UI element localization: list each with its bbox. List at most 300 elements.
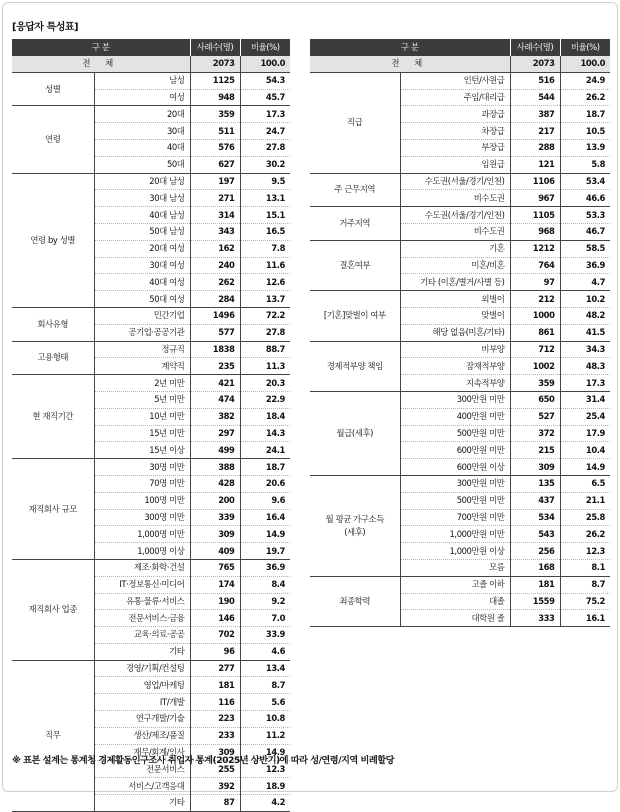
row-count: 339 <box>190 509 240 526</box>
header-category: 구 분 <box>310 39 510 56</box>
row-label: 기타 <box>94 795 190 812</box>
row-ratio: 33.9 <box>240 627 290 644</box>
row-ratio: 17.3 <box>240 106 290 123</box>
group-label-line: (세후) <box>344 526 366 537</box>
row-count: 314 <box>190 207 240 224</box>
row-label: 과장급 <box>400 106 510 123</box>
table-row <box>310 291 610 308</box>
row-ratio: 10.8 <box>240 711 290 728</box>
group-label-line: 고용형태 <box>37 352 69 363</box>
row-ratio: 18.4 <box>240 408 290 425</box>
row-ratio: 7.0 <box>240 610 290 627</box>
table-row <box>310 207 610 224</box>
row-label: 민간기업 <box>94 307 190 324</box>
row-label: 500만원 미만 <box>400 492 510 509</box>
group-label <box>12 375 94 459</box>
row-count: 543 <box>510 526 560 543</box>
row-count: 121 <box>510 156 560 173</box>
row-count: 544 <box>510 89 560 106</box>
total-count: 2073 <box>510 56 560 72</box>
row-count: 181 <box>510 576 560 593</box>
row-label: 500만원 미만 <box>400 425 510 442</box>
row-count: 87 <box>190 795 240 812</box>
row-count: 511 <box>190 123 240 140</box>
row-ratio: 22.9 <box>240 391 290 408</box>
row-count: 197 <box>190 173 240 190</box>
row-count: 271 <box>190 190 240 207</box>
row-ratio: 46.6 <box>560 190 610 207</box>
row-label: 제조·화학·건설 <box>94 559 190 576</box>
row-count: 387 <box>510 106 560 123</box>
row-count: 262 <box>190 274 240 291</box>
row-ratio: 25.8 <box>560 509 610 526</box>
row-ratio: 24.1 <box>240 442 290 459</box>
row-ratio: 8.1 <box>560 559 610 576</box>
row-ratio: 24.9 <box>560 72 610 89</box>
row-ratio: 53.3 <box>560 207 610 224</box>
row-label: 서비스/고객응대 <box>94 778 190 795</box>
row-count: 1212 <box>510 240 560 257</box>
table-row <box>310 391 610 408</box>
row-label: 해당 없음(미혼/기타) <box>400 324 510 341</box>
row-ratio: 53.4 <box>560 173 610 190</box>
row-label: 남성 <box>94 72 190 89</box>
row-ratio: 9.2 <box>240 593 290 610</box>
row-count: 309 <box>190 526 240 543</box>
total-label: 전 체 <box>12 56 190 72</box>
row-count: 948 <box>190 89 240 106</box>
row-label: 기타 (이혼/별거/사별 등) <box>400 274 510 291</box>
row-label: 600만원 이상 <box>400 459 510 476</box>
row-ratio: 12.6 <box>240 274 290 291</box>
respondent-table-right <box>310 39 610 627</box>
row-count: 217 <box>510 123 560 140</box>
table-row <box>12 72 290 89</box>
row-ratio: 13.1 <box>240 190 290 207</box>
row-count: 409 <box>190 543 240 560</box>
row-ratio: 26.2 <box>560 89 610 106</box>
group-label-line: 재직회사 규모 <box>28 503 77 514</box>
group-label-line: 거주지역 <box>339 217 371 228</box>
group-label <box>310 72 400 173</box>
row-label: 300만원 미만 <box>400 391 510 408</box>
group-label <box>310 576 400 626</box>
row-ratio: 27.8 <box>240 324 290 341</box>
header-ratio: 비율(%) <box>560 39 610 56</box>
row-label: 임원급 <box>400 156 510 173</box>
row-ratio: 48.3 <box>560 358 610 375</box>
row-count: 256 <box>510 543 560 560</box>
row-label: 70명 미만 <box>94 475 190 492</box>
row-label: 300명 미만 <box>94 509 190 526</box>
row-label: 부장급 <box>400 139 510 156</box>
table-row <box>12 307 290 324</box>
row-count: 200 <box>190 492 240 509</box>
group-label <box>12 459 94 560</box>
row-label: 수도권(서울/경기/인천) <box>400 173 510 190</box>
row-label: 1,000만원 미만 <box>400 526 510 543</box>
row-label: 10년 미만 <box>94 408 190 425</box>
row-ratio: 18.7 <box>560 106 610 123</box>
row-label: 대졸 <box>400 593 510 610</box>
row-ratio: 46.7 <box>560 223 610 240</box>
row-count: 277 <box>190 660 240 677</box>
row-label: 잠재적부양 <box>400 358 510 375</box>
row-label: 15년 미만 <box>94 425 190 442</box>
row-count: 168 <box>510 559 560 576</box>
row-ratio: 5.8 <box>560 156 610 173</box>
row-ratio: 18.9 <box>240 778 290 795</box>
row-label: IT/개발 <box>94 694 190 711</box>
row-count: 1106 <box>510 173 560 190</box>
row-count: 288 <box>510 139 560 156</box>
group-label-line: 회사유형 <box>37 318 69 329</box>
group-label <box>12 341 94 375</box>
row-count: 284 <box>190 291 240 308</box>
row-label: 2년 미만 <box>94 375 190 392</box>
row-ratio: 20.6 <box>240 475 290 492</box>
row-label: 영업/마케팅 <box>94 677 190 694</box>
table-row <box>12 341 290 358</box>
group-label-line: [기혼]맞벌이 여부 <box>323 310 386 321</box>
row-ratio: 72.2 <box>240 307 290 324</box>
table-row <box>12 106 290 123</box>
row-count: 499 <box>190 442 240 459</box>
row-ratio: 20.3 <box>240 375 290 392</box>
row-count: 297 <box>190 425 240 442</box>
row-ratio: 10.4 <box>560 442 610 459</box>
row-count: 576 <box>190 139 240 156</box>
row-count: 309 <box>510 459 560 476</box>
row-label: 수도권(서울/경기/인천) <box>400 207 510 224</box>
group-label-line: 현 재직기간 <box>32 411 74 422</box>
row-count: 1105 <box>510 207 560 224</box>
row-label: 비부양 <box>400 341 510 358</box>
row-count: 135 <box>510 475 560 492</box>
row-ratio: 6.5 <box>560 475 610 492</box>
row-ratio: 10.2 <box>560 291 610 308</box>
row-ratio: 36.9 <box>560 257 610 274</box>
row-count: 181 <box>190 677 240 694</box>
table-row <box>310 576 610 593</box>
row-ratio: 16.4 <box>240 509 290 526</box>
row-label: 지속적부양 <box>400 375 510 392</box>
respondent-table-left <box>12 39 290 812</box>
row-label: 생산/제조/품질 <box>94 727 190 744</box>
row-ratio: 8.7 <box>240 677 290 694</box>
table-row <box>310 173 610 190</box>
row-count: 233 <box>190 727 240 744</box>
row-ratio: 12.3 <box>240 761 290 778</box>
row-ratio: 48.2 <box>560 307 610 324</box>
table-row <box>12 375 290 392</box>
group-label <box>310 341 400 391</box>
group-label-line: 월 평균 가구소득 <box>325 513 384 524</box>
row-label: 기혼 <box>400 240 510 257</box>
row-label: 1,000명 미만 <box>94 526 190 543</box>
table-row <box>12 559 290 576</box>
row-label: 차장급 <box>400 123 510 140</box>
group-label <box>12 173 94 307</box>
table-row <box>310 72 610 89</box>
header-category: 구 분 <box>12 39 190 56</box>
row-count: 968 <box>510 223 560 240</box>
row-label: 경영/기획/컨설팅 <box>94 660 190 677</box>
header-ratio: 비율(%) <box>240 39 290 56</box>
row-label: 유통·물류·서비스 <box>94 593 190 610</box>
row-count: 421 <box>190 375 240 392</box>
row-ratio: 21.1 <box>560 492 610 509</box>
row-label: 300만원 미만 <box>400 475 510 492</box>
row-label: 비수도권 <box>400 223 510 240</box>
row-count: 174 <box>190 576 240 593</box>
row-label: 외벌이 <box>400 291 510 308</box>
row-ratio: 12.3 <box>560 543 610 560</box>
row-ratio: 11.6 <box>240 257 290 274</box>
header-count: 사례수(명) <box>190 39 240 56</box>
row-ratio: 15.1 <box>240 207 290 224</box>
total-ratio: 100.0 <box>560 56 610 72</box>
group-label-line: 직무 <box>45 730 61 741</box>
row-ratio: 14.3 <box>240 425 290 442</box>
row-ratio: 10.5 <box>560 123 610 140</box>
row-ratio: 36.9 <box>240 559 290 576</box>
row-ratio: 9.5 <box>240 173 290 190</box>
group-label <box>12 307 94 341</box>
row-label: 교육·의료·공공 <box>94 627 190 644</box>
row-ratio: 17.9 <box>560 425 610 442</box>
row-label: 고졸 이하 <box>400 576 510 593</box>
row-count: 1838 <box>190 341 240 358</box>
row-label: 기타 <box>94 643 190 660</box>
row-label: 50대 남성 <box>94 223 190 240</box>
group-label-line: 주 근무지역 <box>334 184 376 195</box>
row-ratio: 5.6 <box>240 694 290 711</box>
row-label: 공기업·공공기관 <box>94 324 190 341</box>
row-count: 309 <box>190 744 240 761</box>
row-ratio: 9.6 <box>240 492 290 509</box>
row-label: 맞벌이 <box>400 307 510 324</box>
group-label-line: 월급(세후) <box>336 427 373 438</box>
row-label: 모름 <box>400 559 510 576</box>
table-row <box>310 475 610 492</box>
row-label: 비수도권 <box>400 190 510 207</box>
row-label: 연구개발/기술 <box>94 711 190 728</box>
row-count: 215 <box>510 442 560 459</box>
row-ratio: 54.3 <box>240 72 290 89</box>
header-count: 사례수(명) <box>510 39 560 56</box>
row-label: 20대 <box>94 106 190 123</box>
row-label: 전문서비스 <box>94 761 190 778</box>
group-label-line: 재직회사 업종 <box>28 604 77 615</box>
row-count: 343 <box>190 223 240 240</box>
row-label: 400만원 미만 <box>400 408 510 425</box>
row-label: 1,000만원 이상 <box>400 543 510 560</box>
row-count: 97 <box>510 274 560 291</box>
group-label <box>310 207 400 241</box>
total-count: 2073 <box>190 56 240 72</box>
row-count: 1002 <box>510 358 560 375</box>
row-ratio: 88.7 <box>240 341 290 358</box>
row-count: 474 <box>190 391 240 408</box>
row-label: 50대 <box>94 156 190 173</box>
row-ratio: 24.7 <box>240 123 290 140</box>
table-row <box>310 240 610 257</box>
table-row <box>310 341 610 358</box>
group-label <box>310 291 400 341</box>
group-label <box>310 240 400 290</box>
group-label-line: 성별 <box>45 83 61 94</box>
row-ratio: 19.7 <box>240 543 290 560</box>
row-ratio: 4.6 <box>240 643 290 660</box>
row-count: 359 <box>510 375 560 392</box>
row-count: 650 <box>510 391 560 408</box>
row-label: 5년 미만 <box>94 391 190 408</box>
total-row <box>310 56 610 72</box>
header-row <box>310 39 610 56</box>
row-count: 516 <box>510 72 560 89</box>
row-count: 359 <box>190 106 240 123</box>
row-ratio: 18.7 <box>240 459 290 476</box>
row-ratio: 13.9 <box>560 139 610 156</box>
row-count: 428 <box>190 475 240 492</box>
row-ratio: 45.7 <box>240 89 290 106</box>
row-label: 40대 <box>94 139 190 156</box>
group-label <box>310 475 400 576</box>
group-label <box>310 391 400 475</box>
row-label: 600만원 미만 <box>400 442 510 459</box>
row-count: 861 <box>510 324 560 341</box>
page-title: [응답자 특성표] <box>12 22 79 33</box>
row-ratio: 41.5 <box>560 324 610 341</box>
row-ratio: 8.7 <box>560 576 610 593</box>
row-count: 765 <box>190 559 240 576</box>
total-ratio: 100.0 <box>240 56 290 72</box>
row-ratio: 25.4 <box>560 408 610 425</box>
row-count: 627 <box>190 156 240 173</box>
row-count: 333 <box>510 610 560 627</box>
row-label: 50대 여성 <box>94 291 190 308</box>
group-label-line: 연령 by 성별 <box>30 234 76 245</box>
row-count: 702 <box>190 627 240 644</box>
group-label <box>12 72 94 106</box>
row-ratio: 14.9 <box>240 744 290 761</box>
row-label: 40대 남성 <box>94 207 190 224</box>
row-ratio: 11.3 <box>240 358 290 375</box>
row-label: 20대 여성 <box>94 240 190 257</box>
group-label-line: 최종학력 <box>339 595 371 606</box>
table-row <box>12 660 290 677</box>
row-ratio: 34.3 <box>560 341 610 358</box>
group-label-line: 연령 <box>45 133 61 144</box>
row-count: 240 <box>190 257 240 274</box>
row-count: 764 <box>510 257 560 274</box>
row-ratio: 26.2 <box>560 526 610 543</box>
row-label: 인턴/사원급 <box>400 72 510 89</box>
row-count: 577 <box>190 324 240 341</box>
row-ratio: 14.9 <box>240 526 290 543</box>
row-count: 116 <box>190 694 240 711</box>
group-label <box>12 106 94 173</box>
row-label: 30대 여성 <box>94 257 190 274</box>
row-count: 437 <box>510 492 560 509</box>
row-count: 712 <box>510 341 560 358</box>
table-row <box>12 173 290 190</box>
row-ratio: 13.4 <box>240 660 290 677</box>
header-row <box>12 39 290 56</box>
group-label-line: 경제적부양 책임 <box>326 360 383 371</box>
row-label: 전문서비스·금융 <box>94 610 190 627</box>
row-count: 967 <box>510 190 560 207</box>
group-label <box>12 559 94 660</box>
row-label: 30명 미만 <box>94 459 190 476</box>
row-count: 190 <box>190 593 240 610</box>
row-label: 대학원 졸 <box>400 610 510 627</box>
row-count: 534 <box>510 509 560 526</box>
row-ratio: 31.4 <box>560 391 610 408</box>
row-ratio: 30.2 <box>240 156 290 173</box>
row-count: 96 <box>190 643 240 660</box>
row-label: 100명 미만 <box>94 492 190 509</box>
row-ratio: 58.5 <box>560 240 610 257</box>
group-label-line: 결혼여부 <box>339 259 371 270</box>
row-ratio: 16.1 <box>560 610 610 627</box>
footnote: ※ 표본 설계는 통계청 경제활동인구조사 취업자 통계(2025년 상반기)에 따라 성/연령/지역 비례할당 <box>12 755 394 766</box>
row-count: 255 <box>190 761 240 778</box>
group-label <box>12 660 94 811</box>
row-ratio: 13.7 <box>240 291 290 308</box>
row-count: 372 <box>510 425 560 442</box>
row-ratio: 16.5 <box>240 223 290 240</box>
row-ratio: 7.8 <box>240 240 290 257</box>
row-ratio: 8.4 <box>240 576 290 593</box>
group-label-line: 직급 <box>347 117 363 128</box>
table-row <box>12 459 290 476</box>
row-ratio: 4.2 <box>240 795 290 812</box>
row-ratio: 75.2 <box>560 593 610 610</box>
row-ratio: 14.9 <box>560 459 610 476</box>
row-label: 1,000명 이상 <box>94 543 190 560</box>
total-label: 전 체 <box>310 56 510 72</box>
row-label: 15년 이상 <box>94 442 190 459</box>
row-label: 20대 남성 <box>94 173 190 190</box>
row-count: 1559 <box>510 593 560 610</box>
row-count: 388 <box>190 459 240 476</box>
row-label: 30대 <box>94 123 190 140</box>
row-label: 40대 여성 <box>94 274 190 291</box>
row-label: 여성 <box>94 89 190 106</box>
row-label: 미혼/비혼 <box>400 257 510 274</box>
row-label: 정규직 <box>94 341 190 358</box>
row-ratio: 27.8 <box>240 139 290 156</box>
row-count: 146 <box>190 610 240 627</box>
row-ratio: 4.7 <box>560 274 610 291</box>
group-label <box>310 173 400 207</box>
total-row <box>12 56 290 72</box>
row-count: 527 <box>510 408 560 425</box>
row-count: 223 <box>190 711 240 728</box>
row-count: 235 <box>190 358 240 375</box>
row-label: 700만원 미만 <box>400 509 510 526</box>
row-label: 30대 남성 <box>94 190 190 207</box>
row-label: 재무/회계/인사 <box>94 744 190 761</box>
row-ratio: 17.3 <box>560 375 610 392</box>
row-count: 1000 <box>510 307 560 324</box>
row-count: 392 <box>190 778 240 795</box>
row-count: 162 <box>190 240 240 257</box>
row-count: 212 <box>510 291 560 308</box>
row-label: 주임/대리급 <box>400 89 510 106</box>
